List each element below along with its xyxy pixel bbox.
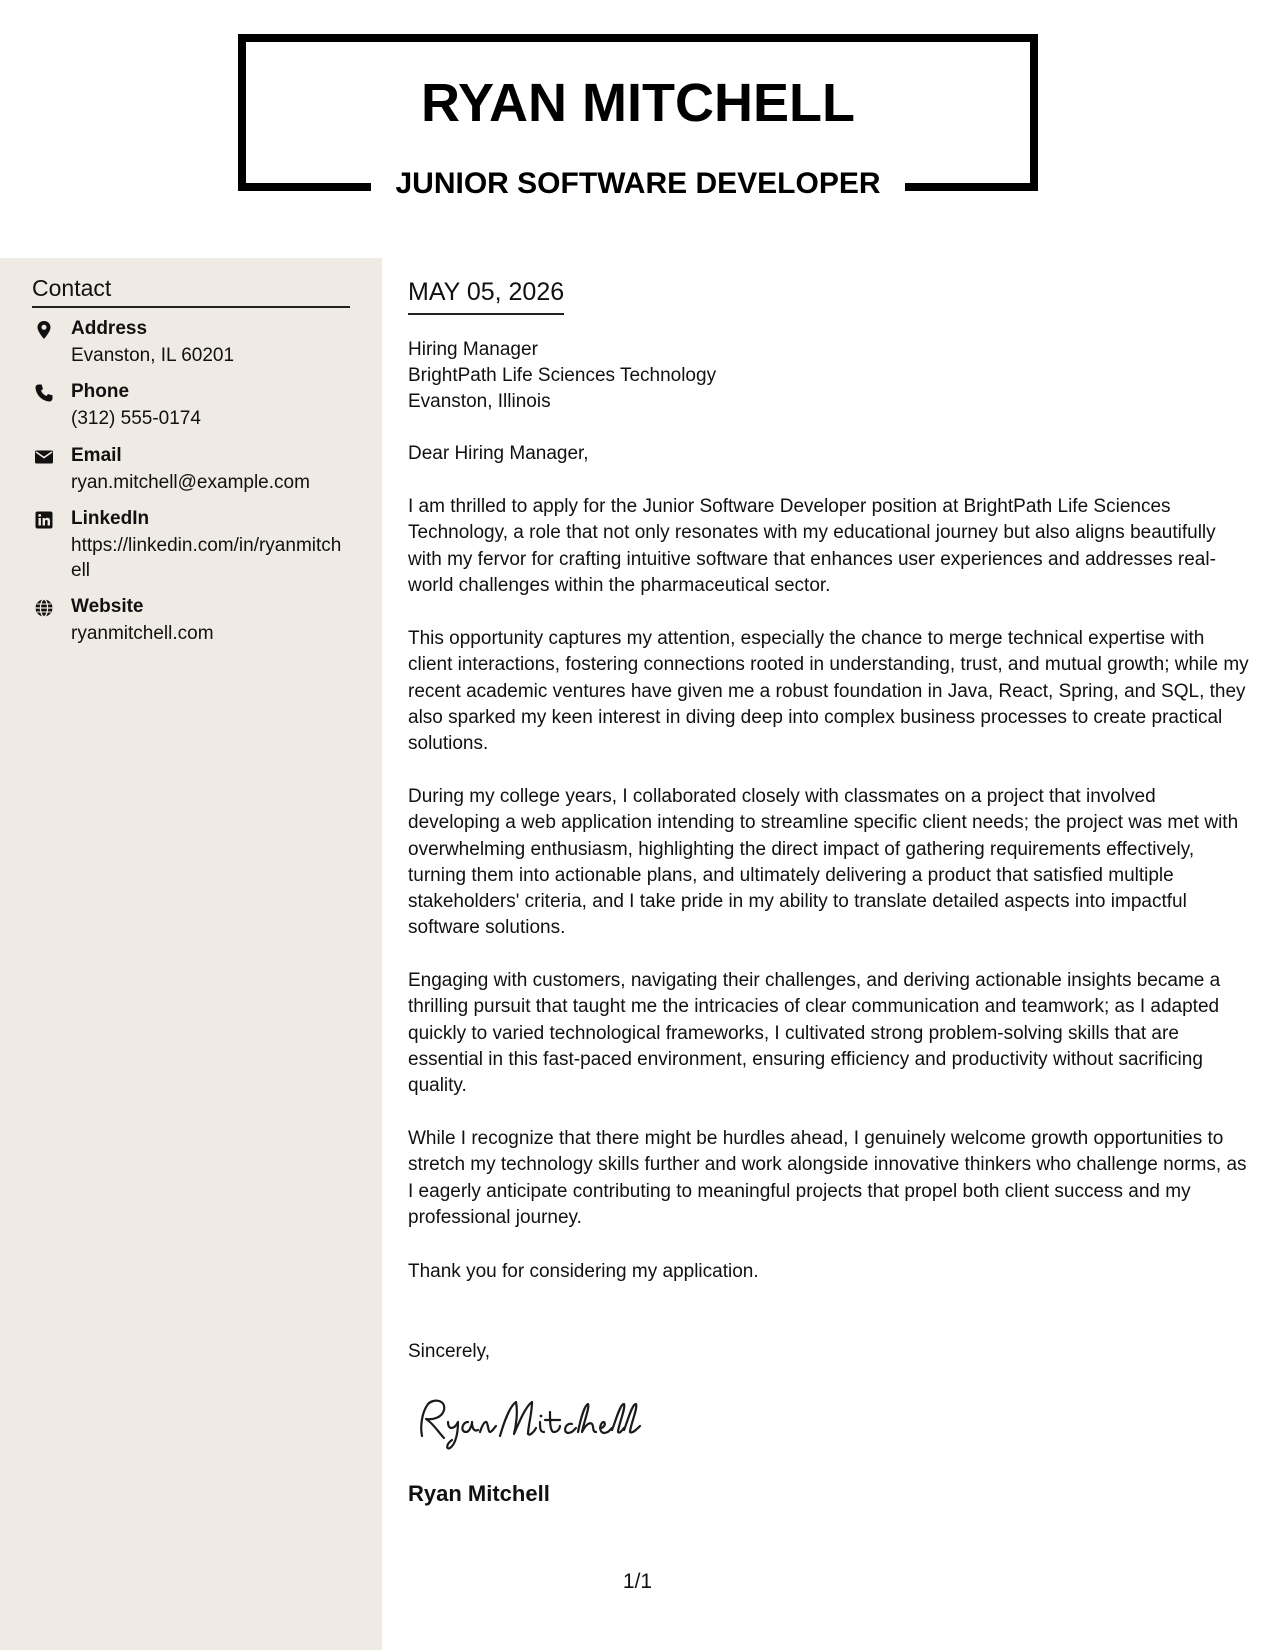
frame-top-border [238, 34, 1038, 42]
address-label: Address [71, 318, 148, 339]
body-paragraph: Engaging with customers, navigating their challenges, and deriving actionable insights became a thrilling pursuit that taught me the intricacies of clear communication and teamwork; as I adapted quickly to varied technological frameworks, I cultivated strong problem-solving skills that are essential in this fast-paced environment, ensuring efficiency and productivity without sacrificing quality. [408, 970, 1221, 1097]
page-number: 1/1 [622, 1570, 653, 1593]
address-value: Evanston, IL 60201 [71, 345, 235, 366]
body-paragraph: During my college years, I collaborated closely with classmates on a project that involved developing a web application intending to streamline specific client needs; the project was met with overwhelming enthusiasm, highlighting the direct impact of gathering requirements effectively, turning them into actionable plans, and ultimately delivering a product that satisfied multiple stakeholders' criteria, and I take pride in my ability to translate detailed aspects into impactful software solutions. [408, 786, 1239, 939]
globe-icon [34, 598, 54, 618]
job-title: JUNIOR SOFTWARE DEVELOPER [395, 167, 881, 200]
linkedin-value[interactable]: https://linkedin.com/in/ryanmitchell [71, 535, 342, 581]
envelope-icon [34, 447, 54, 467]
phone-label: Phone [71, 381, 130, 402]
recipient-line: BrightPath Life Sciences Technology [408, 365, 717, 386]
contact-heading: Contact [32, 275, 350, 308]
recipient-line: Hiring Manager [408, 339, 538, 360]
letter-date: MAY 05, 2026 [408, 278, 564, 315]
linkedin-icon [34, 510, 54, 530]
website-label: Website [71, 596, 144, 617]
closing-thanks: Thank you for considering my application. [408, 1261, 759, 1282]
header [0, 0, 1275, 258]
phone-icon [34, 383, 54, 403]
phone-value: (312) 555-0174 [71, 408, 201, 429]
sidebar [0, 258, 382, 1650]
website-value[interactable]: ryanmitchell.com [71, 623, 214, 644]
body-paragraph: While I recognize that there might be hurdles ahead, I genuinely welcome growth opportunities to stretch my technology skills further and work alongside innovative thinkers who challenge norms, as I eagerly anticipate contributing to meaningful projects that propel both client success and my professional journey. [408, 1128, 1247, 1228]
signer-name: Ryan Mitchell [408, 1481, 550, 1506]
salutation: Dear Hiring Manager, [408, 443, 589, 464]
location-pin-icon [34, 320, 54, 340]
body-paragraph: I am thrilled to apply for the Junior Software Developer position at BrightPath Life Sciences Technology, a role that not only resonates with my educational journey but also aligns beautifully with my fervor for crafting intuitive software that enhances user experiences and addresses real-world challenges within the pharmaceutical sector. [408, 496, 1216, 596]
applicant-name: RYAN MITCHELL [420, 73, 855, 133]
closing: Sincerely, [408, 1341, 491, 1362]
frame-bottom-right-border [905, 183, 1038, 191]
recipient-line: Evanston, Illinois [408, 391, 551, 412]
email-value: ryan.mitchell@example.com [71, 472, 310, 493]
frame-bottom-left-border [238, 183, 371, 191]
body-paragraph: This opportunity captures my attention, especially the chance to merge technical expertise with client interactions, fostering connections rooted in understanding, trust, and mutual growth; while my recent academic ventures have given me a robust foundation in Java, React, Spring, and SQL, they also sparked my keen interest in diving deep into complex business processes to create practical solutions. [408, 628, 1249, 755]
email-label: Email [71, 445, 122, 466]
frame-left-border [238, 34, 246, 191]
frame-right-border [1030, 34, 1038, 191]
recipient-block [408, 337, 716, 415]
linkedin-label: LinkedIn [71, 508, 150, 529]
handwritten-signature [408, 1392, 648, 1452]
